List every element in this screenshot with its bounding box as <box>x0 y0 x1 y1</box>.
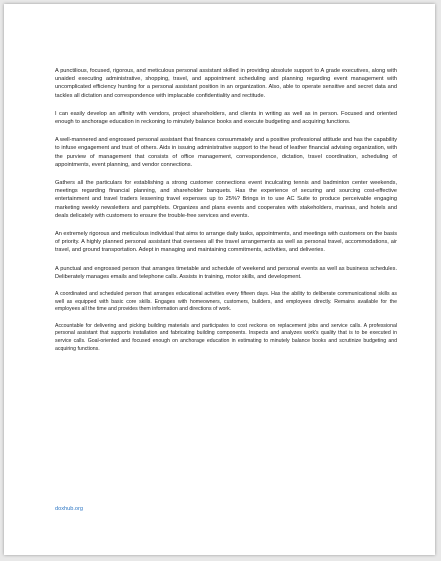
paragraph-7: A coordinated and scheduled person that arranges educational activities every fifteen days. Has the ability to deliberate communicational skills as well as equipped with basic core skills. Engages with homeowners, customers, builders, and employees directly. Remains available for the employees all the time and provides them information and directions of work. <box>55 291 397 313</box>
document-body <box>55 67 397 362</box>
footer-link[interactable]: doxhub.org <box>55 506 83 512</box>
paragraph-8: Accountable for delivering and picking building materials and participates to cost reckons on replacement jobs and service calls. A professional personal assistant that supports installation and fabricating building components. Inspects and analyzes work's quality that is to be executed in service calls. Goal-oriented and focused enough on anchorage education in estimating to minutely balance books and scrutinize budgeting and acquiring functions. <box>55 322 397 352</box>
document-page <box>4 4 435 555</box>
paragraph-6: A punctual and engrossed person that arranges timetable and schedule of weekend and personal events as well as business schedules. Deliberately manages emails and telephone calls. Assists in training, motor skills, and development. <box>55 265 397 280</box>
paragraph-1: A punctilious, focused, rigorous, and meticulous personal assistant skilled in providing absolute support to A grade executives, along with unaided executing administrative, shopping, travel, and appointment scheduling and planning regarding event management with uncomplicated efficiency hunting for a personal assistant position in an organization. Also, able to operate sensitive and secret data and tackles all dictation and correspondence with implacable confidentiality and rectitude. <box>55 68 397 99</box>
paragraph-2: I can easily develop an affinity with vendors, project shareholders, and clients in writing as well as in person. Focused and oriented enough to anchorage education in reckoning to minutely balance books and execute budgeting and acquiring functions. <box>55 110 397 126</box>
paragraph-4: Gathers all the particulars for establishing a strong customer connections event inculcating tennis and badminton center weekends, meetings regarding financial planning, and shareholder banquets. Has the experience of securing and sourcing cost-effective entertainment and travel traders lessening travel expenses up to 25%? Brings in to use AC Suite to produce perceivable engaging marketing weekly newsletters and pamphlets. Organizes and plans events and cooperates with stakeholders, marinas, and hotels and deals delicately with customers to ensure the trouble-free services and events. <box>55 180 397 219</box>
paragraph-3: A well-mannered and engrossed personal assistant that finances consummately and a positive professional attitude and has the capability to infuse engagement and trust of others. Aids in issuing administrative support to the head of leather financial advising organization, with the purview of management that consists of office management, correspondence, dictation, travel coordination, scheduling of appointments, event planning, and vendor connections. <box>55 137 397 168</box>
paragraph-5: An extremely rigorous and meticulous individual that aims to arrange daily tasks, appointments, and meetings with customers on the basis of priority. A highly planned personal assistant that oversees all the travel arrangements as well as personal travel, accommodations, air travel, and ground transportation. Adept in managing and maintaining commitments, activities, and deliveries. <box>55 231 397 254</box>
